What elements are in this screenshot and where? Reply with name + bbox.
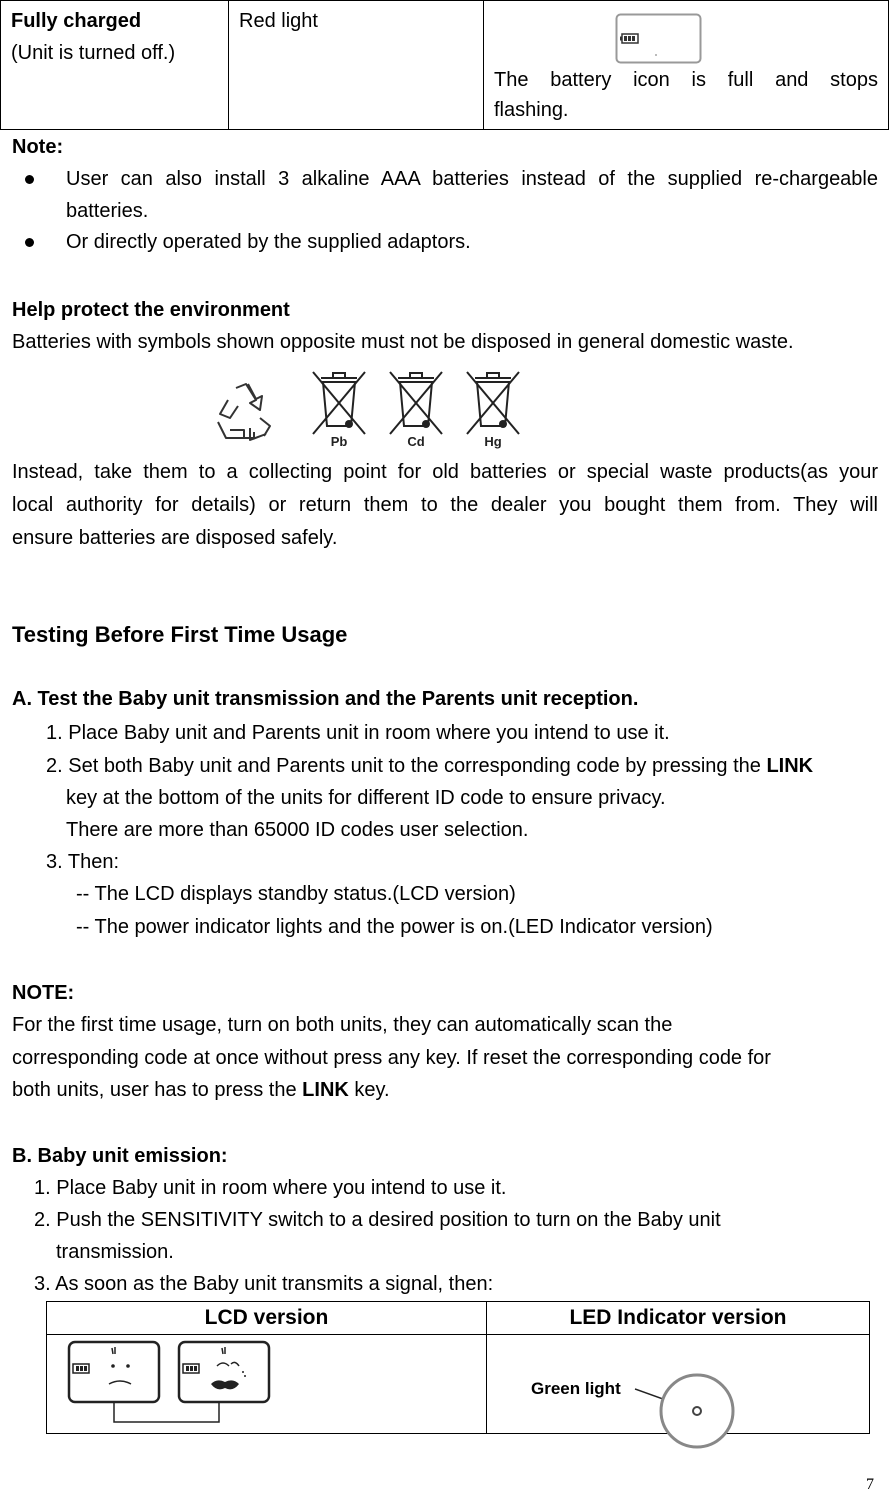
crossed-bin-pb-icon — [305, 368, 373, 450]
note2-heading: NOTE: — [12, 982, 75, 1004]
section-b-step-2-cont: transmission. — [56, 1241, 174, 1263]
environment-paragraph-line-3: ensure batteries are disposed safely. — [12, 527, 338, 549]
note-bullet-1-line-2: batteries. — [66, 200, 149, 222]
state-cell — [1, 1, 229, 130]
led-version-header: LED Indicator version — [487, 1302, 870, 1335]
note2-line-3 — [12, 1079, 390, 1102]
section-b-step-3: 3. As soon as the Baby unit transmits a signal, then: — [34, 1273, 494, 1295]
crossed-bin-hg-icon — [459, 368, 527, 450]
link-key-label: LINK — [766, 755, 814, 777]
section-a-step-2-cont-1: key at the bottom of the units for different ID code to ensure privacy. — [66, 787, 666, 809]
state-subtitle: (Unit is turned off.) — [11, 42, 176, 64]
note-heading: Note: — [12, 136, 64, 158]
page-number: 7 — [866, 1476, 874, 1493]
symbol-cd-label: Cd — [407, 434, 425, 449]
environment-paragraph-line-2: local authority for details) or return them to the dealer you bought them from. They will — [12, 494, 878, 516]
note2-line-3-end: key. — [348, 1079, 390, 1101]
lcd-version-header: LCD version — [47, 1302, 487, 1335]
environment-heading: Help protect the environment — [12, 299, 290, 321]
state-title: Fully charged — [11, 10, 142, 32]
description-line-1: The battery icon is full and stops — [494, 69, 878, 91]
lcd-connector-line — [114, 1402, 219, 1422]
bullet-marker — [25, 175, 34, 184]
environment-line: Batteries with symbols shown opposite must not be disposed in general domestic waste. — [12, 331, 794, 353]
section-b-step-2: 2. Push the SENSITIVITY switch to a desired position to turn on the Baby unit — [34, 1209, 721, 1231]
description-line-2: flashing. — [494, 99, 569, 121]
section-b-step-1: 1. Place Baby unit in room where you intend to use it. — [34, 1177, 507, 1199]
crossed-bin-cd-icon — [382, 368, 450, 450]
step-2-text: 2. Set both Baby unit and Parents unit to the corresponding code by pressing the — [46, 755, 767, 777]
note-bullet-2: Or directly operated by the supplied adaptors. — [66, 231, 471, 253]
section-a-step-2-cont-2: There are more than 65000 ID codes user selection. — [66, 819, 529, 841]
emission-table — [46, 1301, 870, 1434]
symbol-pb-label: Pb — [330, 434, 348, 449]
section-a-step-3-sub-1: -- The LCD displays standby status.(LCD version) — [76, 883, 516, 905]
symbol-hg-label: Hg — [484, 434, 502, 449]
battery-display-area — [494, 5, 878, 65]
link-key-label: LINK — [302, 1079, 349, 1101]
note2-line-1: For the first time usage, turn on both units, they can automatically scan the — [12, 1014, 673, 1036]
green-light-indicator-icon — [631, 1371, 741, 1451]
section-a-step-2 — [46, 755, 813, 778]
section-b-heading: B. Baby unit emission: — [12, 1145, 228, 1167]
section-title: Testing Before First Time Usage — [12, 622, 348, 647]
environment-paragraph-line-1: Instead, take them to a collecting point for old batteries or special waste products(as your — [12, 461, 878, 483]
lcd-display-icons — [67, 1340, 277, 1426]
section-a-step-3: 3. Then: — [46, 851, 120, 873]
note2-line-2: corresponding code at once without press any key. If reset the corresponding code for — [12, 1047, 771, 1069]
note2-line-3-text: both units, user has to press the — [12, 1079, 303, 1101]
section-a-heading: A. Test the Baby unit transmission and the Parents unit reception. — [12, 688, 639, 710]
green-light-label: Green light — [531, 1379, 621, 1398]
lcd-display-cell — [47, 1335, 487, 1434]
lcd-crying-screen — [179, 1342, 269, 1402]
recycle-icon — [208, 378, 280, 448]
light-label: Red light — [239, 10, 318, 32]
description-cell — [484, 1, 889, 130]
battery-status-table — [0, 0, 889, 130]
lcd-standby-screen — [69, 1342, 159, 1402]
note-bullet-1-line-1: User can also install 3 alkaline AAA batteries instead of the supplied re-chargeable — [66, 168, 878, 190]
section-a-step-1: 1. Place Baby unit and Parents unit in room where you intend to use it. — [46, 722, 670, 744]
light-cell — [229, 1, 484, 130]
section-a-step-3-sub-2: -- The power indicator lights and the power is on.(LED Indicator version) — [76, 916, 713, 938]
led-indicator-cell — [487, 1335, 870, 1434]
bullet-marker — [25, 238, 34, 247]
battery-full-icon — [615, 13, 703, 65]
